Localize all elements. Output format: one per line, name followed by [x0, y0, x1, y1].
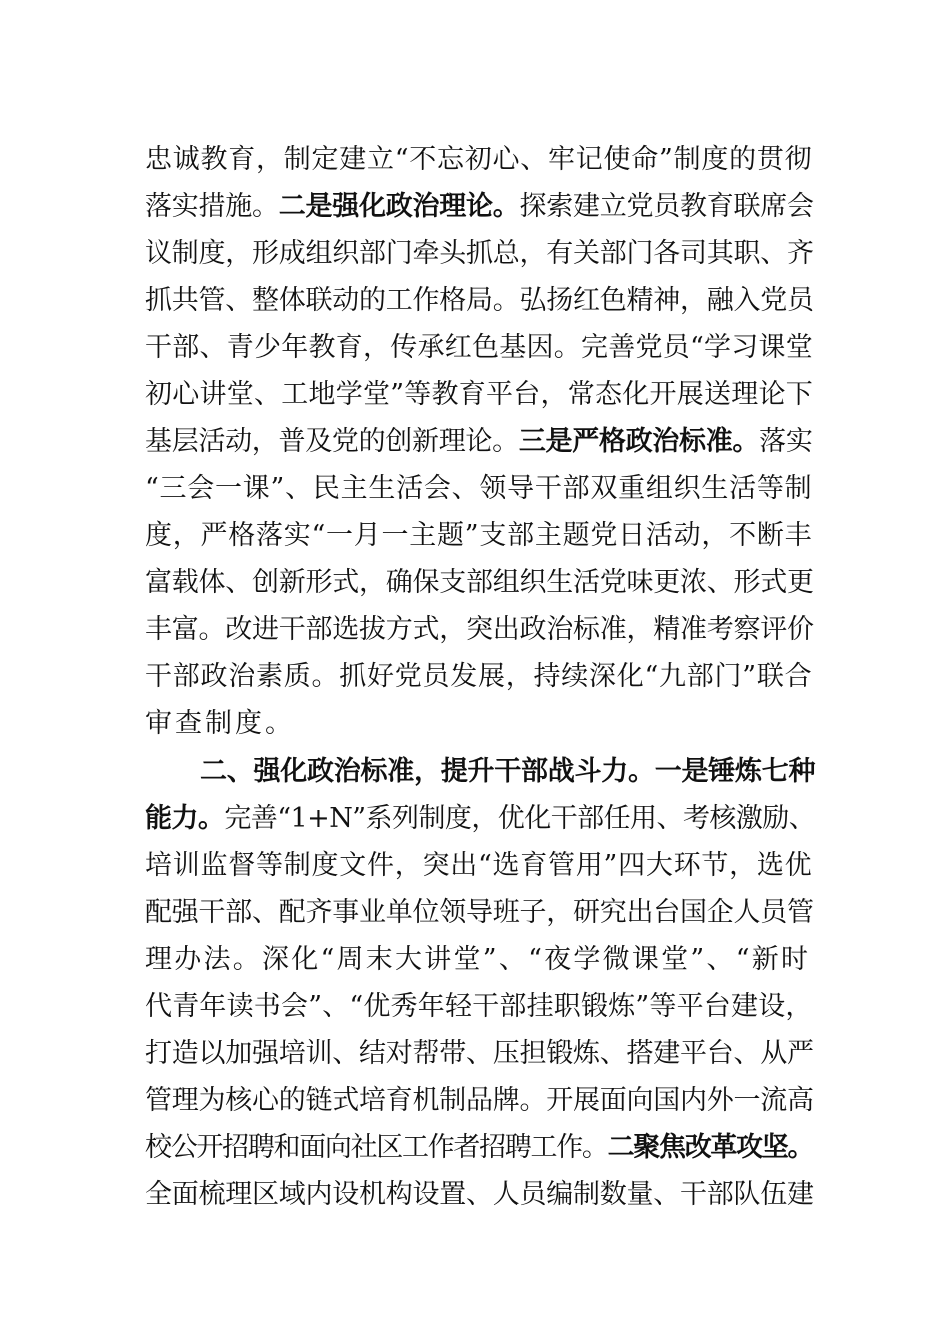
text-line: 理办法。深化“周末大讲堂”、“夜学微课堂”、“新时	[145, 944, 811, 975]
text-line: 审查制度。	[145, 708, 295, 739]
text-line: 忠诚教育，制定建立“不忘初心、牢记使命”制度的贯彻	[145, 144, 813, 175]
section-heading: 二、强化政治标准，提升干部战斗力。一是锤炼七种	[200, 756, 816, 787]
text-line: 丰富。改进干部选拔方式，突出政治标准，精准考察评价	[145, 614, 814, 645]
text-line: “三会一课”、民主生活会、领导干部双重组织生活等制	[145, 473, 813, 504]
text-line: 议制度，形成组织部门牵头抓总，有关部门各司其职、齐	[145, 238, 814, 269]
text-line: 基层活动，普及党的创新理论。三是严格政治标准。落实	[145, 426, 813, 457]
text-line: 干部政治素质。抓好党员发展，持续深化“九部门”联合	[145, 661, 813, 692]
text-line: 配强干部、配齐事业单位领导班子，研究出台国企人员管	[145, 897, 814, 928]
text-line: 能力。完善“1+N”系列制度，优化干部任用、考核激励、	[145, 803, 816, 834]
text-line: 初心讲堂、工地学堂”等教育平台，常态化开展送理论下	[145, 379, 814, 410]
text-line: 落实措施。二是强化政治理论。探索建立党员教育联席会	[145, 191, 814, 222]
bold-heading: 三是严格政治标准。	[518, 426, 760, 457]
text-line: 校公开招聘和面向社区工作者招聘工作。二聚焦改革攻坚。	[145, 1132, 814, 1163]
text-line: 打造以加强培训、结对帮带、压担锻炼、搭建平台、从严	[145, 1038, 814, 1069]
bold-heading: 能力。	[145, 803, 225, 834]
text-line: 度，严格落实“一月一主题”支部主题党日活动，不断丰	[145, 520, 813, 551]
text-line: 全面梳理区域内设机构设置、人员编制数量、干部队伍建	[145, 1179, 814, 1210]
text-line: 管理为核心的链式培育机制品牌。开展面向国内外一流高	[145, 1085, 814, 1116]
text-line: 抓共管、整体联动的工作格局。弘扬红色精神，融入党员	[145, 285, 814, 316]
text-line: 干部、青少年教育，传承红色基因。完善党员“学习课堂	[145, 332, 814, 363]
text-line: 富载体、创新形式，确保支部组织生活党味更浓、形式更	[145, 567, 814, 598]
text-line: 代青年读书会”、“优秀年轻干部挂职锻炼”等平台建设，	[145, 991, 813, 1022]
bold-heading: 二是强化政治理论。	[278, 191, 520, 222]
bold-heading: 二聚焦改革攻坚。	[607, 1132, 814, 1163]
text-line: 培训监督等制度文件，突出“选育管用”四大环节，选优	[145, 850, 813, 881]
